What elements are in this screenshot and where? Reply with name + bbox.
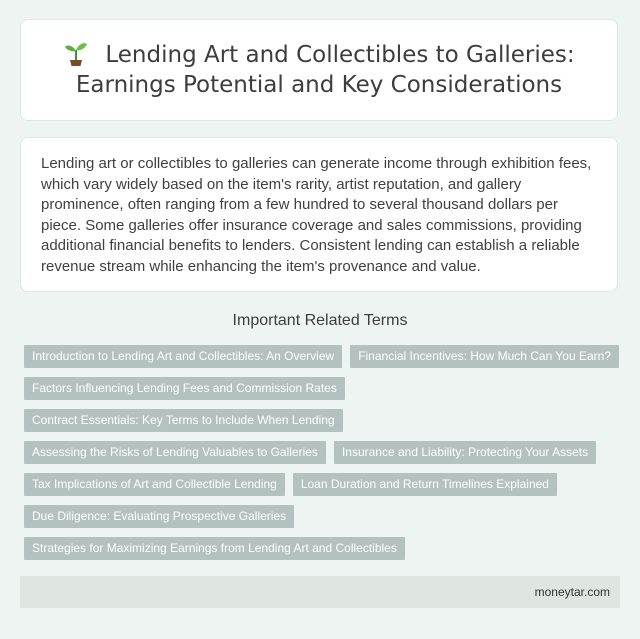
footer	[20, 576, 620, 608]
related-term-tag[interactable]: Tax Implications of Art and Collectible Lending	[24, 473, 285, 496]
related-term-tag[interactable]: Assessing the Risks of Lending Valuables to Galleries	[24, 441, 326, 464]
related-term-tag[interactable]: Insurance and Liability: Protecting Your Assets	[334, 441, 596, 464]
related-term-tag[interactable]: Loan Duration and Return Timelines Explained	[293, 473, 557, 496]
related-terms-heading: Important Related Terms	[232, 312, 408, 329]
summary-text: Lending art or collectibles to galleries can generate income through exhibition fees, which vary widely based on the item's rarity, artist reputation, and gallery prominence, often ranging from a few hundred to several thousand dollars per piece. Some galleries offer insurance coverage and sales commissions, providing additional financial benefits to lenders. Consistent lending can establish a reliable revenue stream while enhancing the item's provenance and value.	[41, 155, 592, 275]
sprout-icon	[63, 40, 89, 66]
summary-card	[20, 137, 618, 292]
tag-row	[24, 345, 624, 368]
related-terms-list	[24, 345, 624, 569]
tag-row	[24, 441, 624, 464]
tag-row	[24, 377, 624, 400]
title-card	[20, 19, 618, 121]
tag-row	[24, 473, 624, 496]
related-term-tag[interactable]: Introduction to Lending Art and Collectibles: An Overview	[24, 345, 342, 368]
related-term-tag[interactable]: Factors Influencing Lending Fees and Commission Rates	[24, 377, 345, 400]
tag-row	[24, 409, 624, 432]
page-title	[21, 40, 617, 100]
related-term-tag[interactable]: Due Diligence: Evaluating Prospective Galleries	[24, 505, 294, 528]
related-term-tag[interactable]: Contract Essentials: Key Terms to Include When Lending	[24, 409, 343, 432]
tag-row	[24, 537, 624, 560]
footer-site[interactable]: moneytar.com	[534, 585, 610, 599]
tag-row	[24, 505, 624, 528]
title-text: Lending Art and Collectibles to Galleries: Earnings Potential and Key Considerations	[75, 42, 575, 98]
related-term-tag[interactable]: Financial Incentives: How Much Can You Earn?	[350, 345, 619, 368]
related-term-tag[interactable]: Strategies for Maximizing Earnings from Lending Art and Collectibles	[24, 537, 405, 560]
